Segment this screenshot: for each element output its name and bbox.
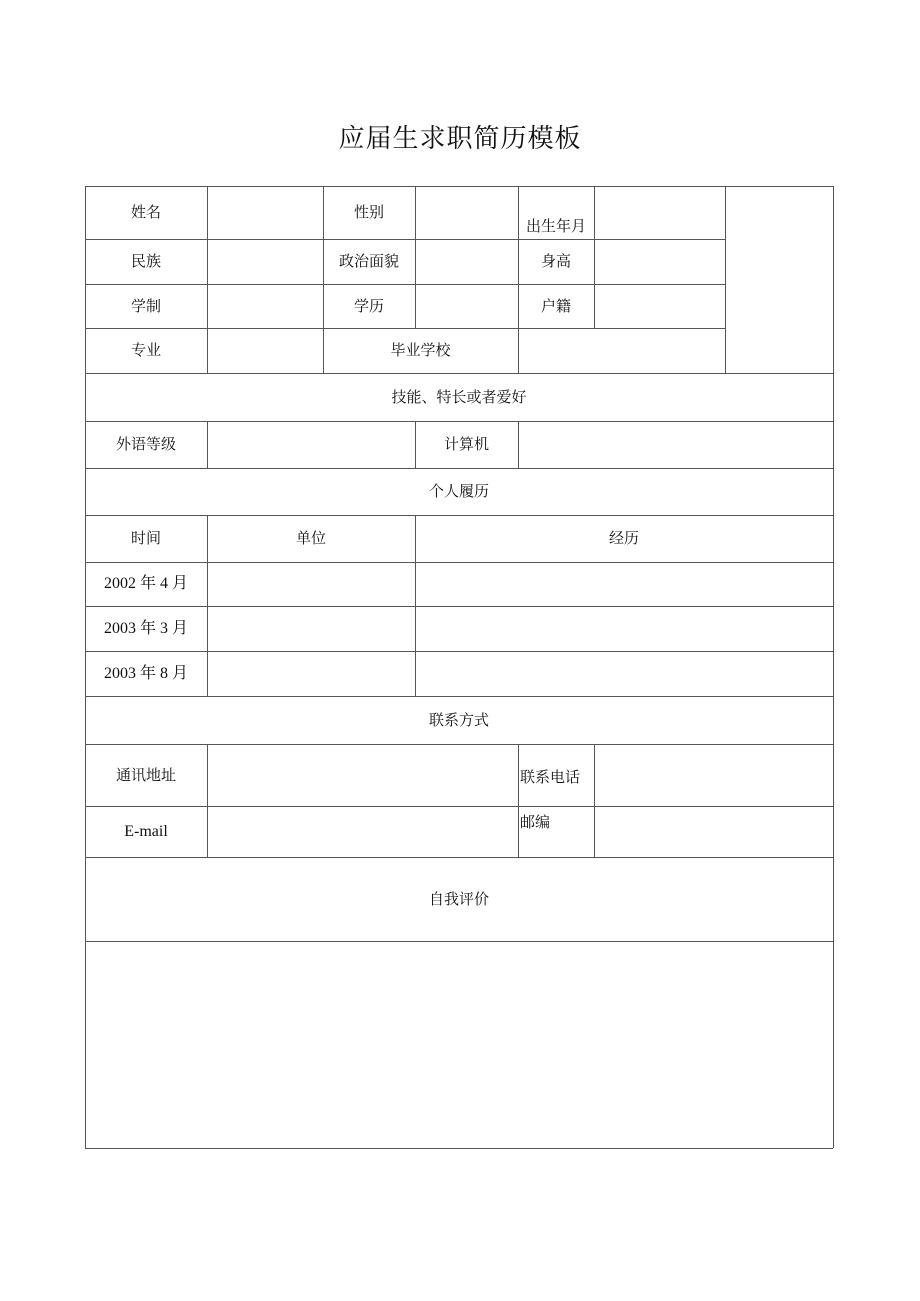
label-politics: 政治面貌 [338,252,399,270]
field-unit[interactable] [208,563,415,606]
section-evaluation-heading: 自我评价 [428,889,489,908]
col-header-unit: 单位 [295,529,326,547]
field-unit[interactable] [208,652,415,696]
field-height[interactable] [595,240,725,284]
field-schooling[interactable] [208,285,323,328]
label-hukou: 户籍 [540,296,571,315]
field-experience[interactable] [416,652,833,696]
page-title: 应届生求职简历模板 [338,124,582,154]
table-border-right [833,186,834,1148]
label-language: 外语等级 [115,435,176,453]
field-self-evaluation[interactable] [86,942,833,1148]
label-major: 专业 [130,341,161,359]
label-email: E-mail [124,822,168,840]
section-contact-heading: 联系方式 [428,710,489,729]
label-ethnicity: 民族 [130,252,161,270]
field-hukou[interactable] [595,285,725,328]
section-history-heading: 个人履历 [428,482,489,500]
label-postcode: 邮编 [520,813,551,831]
field-experience[interactable] [416,607,833,651]
col-divider [518,744,519,857]
label-phone: 联系电话 [520,767,581,786]
label-computer: 计算机 [443,435,489,453]
field-name[interactable] [208,187,323,239]
history-row-time: 2002 年 4 月 [103,575,188,592]
col-header-time: 时间 [130,529,161,547]
field-school[interactable] [519,329,725,373]
label-birth: 出生年月 [525,217,586,235]
field-email[interactable] [208,807,518,857]
label-name: 姓名 [130,203,161,221]
col-header-experience: 经历 [608,529,639,547]
label-school: 毕业学校 [390,341,451,359]
field-phone[interactable] [595,745,833,806]
label-address: 通讯地址 [115,765,176,784]
field-education[interactable] [416,285,518,328]
label-gender: 性别 [353,203,384,221]
field-address[interactable] [208,745,518,806]
history-row-time: 2003 年 8 月 [103,664,188,682]
field-major[interactable] [208,329,323,373]
history-row-time: 2003 年 3 月 [103,619,188,637]
section-skills-heading: 技能、特长或者爱好 [391,387,527,406]
field-birth[interactable] [595,187,725,239]
label-height: 身高 [540,252,571,270]
photo-area[interactable] [726,187,833,373]
label-education: 学历 [353,296,384,315]
label-schooling: 学制 [130,296,161,315]
field-postcode[interactable] [595,807,833,857]
field-ethnicity[interactable] [208,240,323,284]
field-language[interactable] [208,422,415,468]
table-border-bottom [85,1148,833,1149]
field-gender[interactable] [416,187,518,239]
field-unit[interactable] [208,607,415,651]
field-politics[interactable] [416,240,518,284]
field-computer[interactable] [519,422,833,468]
field-experience[interactable] [416,563,833,606]
